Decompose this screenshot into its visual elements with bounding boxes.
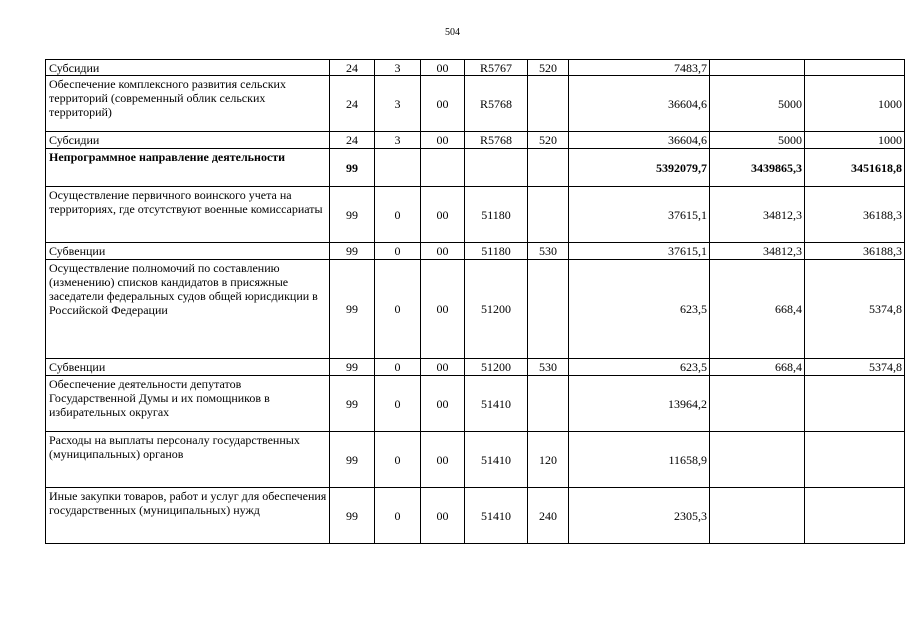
row-pp: 3 [375, 60, 421, 76]
row-amount-year1: 36604,6 [569, 132, 710, 149]
row-amount-year3: 3451618,8 [805, 149, 905, 187]
row-expense-type [528, 260, 569, 359]
row-gp: 99 [330, 149, 375, 187]
row-amount-year2: 5000 [710, 76, 805, 132]
row-gp: 99 [330, 243, 375, 260]
row-amount-year3 [805, 488, 905, 544]
row-gp: 99 [330, 488, 375, 544]
row-amount-year1: 7483,7 [569, 60, 710, 76]
row-expense-type: 520 [528, 60, 569, 76]
row-pp: 0 [375, 359, 421, 376]
page-number: 504 [445, 27, 460, 38]
row-amount-year1: 37615,1 [569, 187, 710, 243]
row-expense-type: 530 [528, 243, 569, 260]
row-amount-year3: 5374,8 [805, 359, 905, 376]
budget-table [45, 59, 905, 544]
row-pp [375, 149, 421, 187]
row-om: 00 [421, 260, 465, 359]
row-direction: R5768 [465, 76, 528, 132]
row-direction: 51200 [465, 260, 528, 359]
row-amount-year2: 5000 [710, 132, 805, 149]
row-amount-year2 [710, 488, 805, 544]
row-amount-year3 [805, 60, 905, 76]
table-row [46, 359, 905, 376]
row-amount-year2: 3439865,3 [710, 149, 805, 187]
table-row [46, 243, 905, 260]
table-row [46, 76, 905, 132]
row-expense-type [528, 376, 569, 432]
row-om [421, 149, 465, 187]
row-om: 00 [421, 243, 465, 260]
row-amount-year3 [805, 432, 905, 488]
row-direction: 51410 [465, 432, 528, 488]
row-direction: R5768 [465, 132, 528, 149]
row-gp: 99 [330, 359, 375, 376]
row-name: Субсидии [46, 132, 330, 149]
row-om: 00 [421, 60, 465, 76]
row-amount-year2 [710, 376, 805, 432]
row-pp: 0 [375, 243, 421, 260]
row-pp: 0 [375, 187, 421, 243]
row-amount-year1: 623,5 [569, 359, 710, 376]
row-direction: 51180 [465, 187, 528, 243]
row-name: Обеспечение деятельности депутатов Государственной Думы и их помощников в избирательных округах [46, 376, 330, 432]
row-expense-type: 520 [528, 132, 569, 149]
row-amount-year2: 34812,3 [710, 243, 805, 260]
row-amount-year3: 1000 [805, 76, 905, 132]
row-amount-year2: 668,4 [710, 260, 805, 359]
row-amount-year1: 37615,1 [569, 243, 710, 260]
row-om: 00 [421, 187, 465, 243]
row-amount-year1: 36604,6 [569, 76, 710, 132]
row-expense-type [528, 76, 569, 132]
row-pp: 3 [375, 132, 421, 149]
table-row [46, 187, 905, 243]
row-expense-type: 120 [528, 432, 569, 488]
row-expense-type [528, 187, 569, 243]
row-direction: 51410 [465, 488, 528, 544]
row-name: Иные закупки товаров, работ и услуг для обеспечения государственных (муниципальных) нужд [46, 488, 330, 544]
table-row [46, 60, 905, 76]
row-gp: 99 [330, 187, 375, 243]
row-om: 00 [421, 376, 465, 432]
row-gp: 24 [330, 132, 375, 149]
row-name: Непрограммное направление деятельности [46, 149, 330, 187]
row-direction: 51200 [465, 359, 528, 376]
row-amount-year2: 34812,3 [710, 187, 805, 243]
row-gp: 24 [330, 76, 375, 132]
row-pp: 0 [375, 376, 421, 432]
row-om: 00 [421, 488, 465, 544]
row-amount-year1: 5392079,7 [569, 149, 710, 187]
row-gp: 24 [330, 60, 375, 76]
row-amount-year3: 36188,3 [805, 243, 905, 260]
row-amount-year2: 668,4 [710, 359, 805, 376]
row-pp: 3 [375, 76, 421, 132]
row-name: Осуществление первичного воинского учета на территориях, где отсутствуют военные комиссариаты [46, 187, 330, 243]
row-direction: 51410 [465, 376, 528, 432]
row-direction: R5767 [465, 60, 528, 76]
row-amount-year3 [805, 376, 905, 432]
row-pp: 0 [375, 488, 421, 544]
table-row [46, 376, 905, 432]
row-om: 00 [421, 76, 465, 132]
row-gp: 99 [330, 260, 375, 359]
row-amount-year2 [710, 432, 805, 488]
row-expense-type: 530 [528, 359, 569, 376]
row-name: Субвенции [46, 243, 330, 260]
row-amount-year2 [710, 60, 805, 76]
row-amount-year3: 5374,8 [805, 260, 905, 359]
row-amount-year1: 2305,3 [569, 488, 710, 544]
row-name: Расходы на выплаты персоналу государственных (муниципальных) органов [46, 432, 330, 488]
row-gp: 99 [330, 376, 375, 432]
row-name: Обеспечение комплексного развития сельских территорий (современный облик сельских территорий) [46, 76, 330, 132]
row-om: 00 [421, 132, 465, 149]
row-amount-year1: 11658,9 [569, 432, 710, 488]
row-amount-year1: 13964,2 [569, 376, 710, 432]
row-amount-year1: 623,5 [569, 260, 710, 359]
row-expense-type: 240 [528, 488, 569, 544]
row-gp: 99 [330, 432, 375, 488]
row-om: 00 [421, 432, 465, 488]
table-row [46, 132, 905, 149]
row-name: Субвенции [46, 359, 330, 376]
row-name: Осуществление полномочий по составлению (изменению) списков кандидатов в присяжные заседатели федеральных судов общей юрисдикции в Российской Федерации [46, 260, 330, 359]
row-direction [465, 149, 528, 187]
table-row [46, 488, 905, 544]
table-row [46, 432, 905, 488]
row-om: 00 [421, 359, 465, 376]
row-pp: 0 [375, 260, 421, 359]
row-name: Субсидии [46, 60, 330, 76]
table-row [46, 260, 905, 359]
row-direction: 51180 [465, 243, 528, 260]
row-amount-year3: 36188,3 [805, 187, 905, 243]
row-amount-year3: 1000 [805, 132, 905, 149]
row-pp: 0 [375, 432, 421, 488]
table-row [46, 149, 905, 187]
row-expense-type [528, 149, 569, 187]
